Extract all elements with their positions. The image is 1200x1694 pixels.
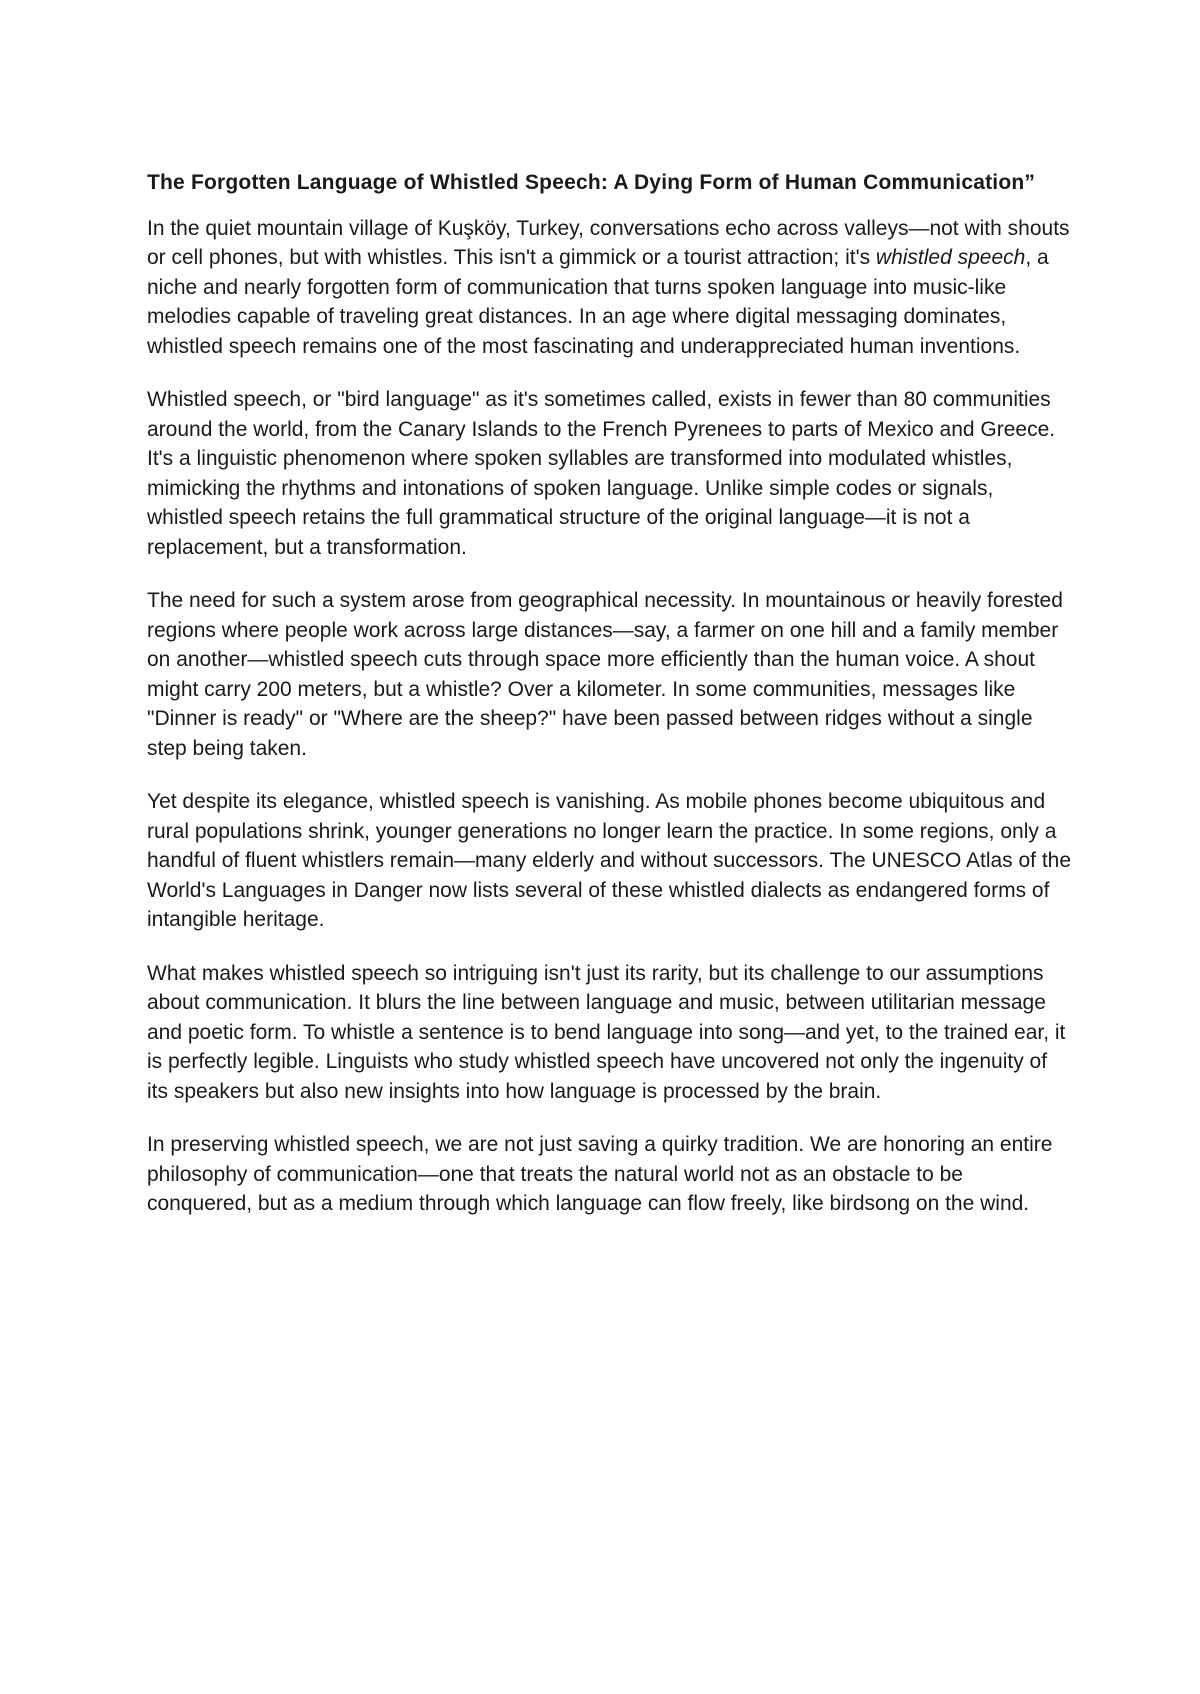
paragraph-6: In preserving whistled speech, we are not just saving a quirky tradition. We are honoring an entire philosophy of communication—one that treats the natural world not as an obstacle to be conquered, but as a medium through which language can flow freely, like birdsong on the wind. <box>147 1133 1053 1215</box>
paragraph-1 <box>147 214 1072 362</box>
paragraph-1-text-start: In the quiet mountain village of Kuşköy, Turkey, conversations echo across valleys—not with shouts or cell phones, but with whistles. This isn't a gimmick or a tourist attraction; it's <box>147 216 1070 269</box>
paragraph-2: Whistled speech, or "bird language" as it's sometimes called, exists in fewer than 80 communities around the world, from the Canary Islands to the French Pyrenees to parts of Mexico and Greece. It's a linguistic phenomenon where spoken syllables are transformed into modulated whistles, mimicking the rhythms and intonations of spoken language. Unlike simple codes or signals, whistled speech retains the full grammatical structure of the original language—it is not a replacement, but a transformation. <box>147 388 1056 559</box>
document-body <box>147 168 1072 1243</box>
paragraph-1-emphasis: whistled speech <box>875 246 1026 269</box>
paragraph-1-text-end: , a niche and nearly forgotten form of communication that turns spoken language into music-like melodies capable of traveling great distances. In an age where digital messaging dominates, whistled speech remains one of the most fascinating and underappreciated human inventions. <box>147 246 1049 358</box>
paragraph-5: What makes whistled speech so intriguing isn't just its rarity, but its challenge to our assumptions about communication. It blurs the line between language and music, between utilitarian message and poetic form. To whistle a sentence is to bend language into song—and yet, to the trained ear, it is perfectly legible. Linguists who study whistled speech have uncovered not only the ingenuity of its speakers but also new insights into how language is processed by the brain. <box>147 961 1066 1103</box>
paragraph-4: Yet despite its elegance, whistled speech is vanishing. As mobile phones become ubiquitous and rural populations shrink, younger generations no longer learn the practice. In some regions, only a handful of fluent whistlers remain—many elderly and without successors. The UNESCO Atlas of the World's Languages in Danger now lists several of these whistled dialects as endangered forms of intangible heritage. <box>147 790 1072 931</box>
document-title: The Forgotten Language of Whistled Speech: A Dying Form of Human Communication” <box>147 171 1036 194</box>
paragraph-3: The need for such a system arose from geographical necessity. In mountainous or heavily forested regions where people work across large distances—say, a farmer on one hill and a family member on another—whistled speech cuts through space more efficiently than the human voice. A shout might carry 200 meters, but a whistle? Over a kilometer. In some communities, messages like "Dinner is ready" or "Where are the sheep?" have been passed between ridges without a single step being taken. <box>147 589 1063 760</box>
